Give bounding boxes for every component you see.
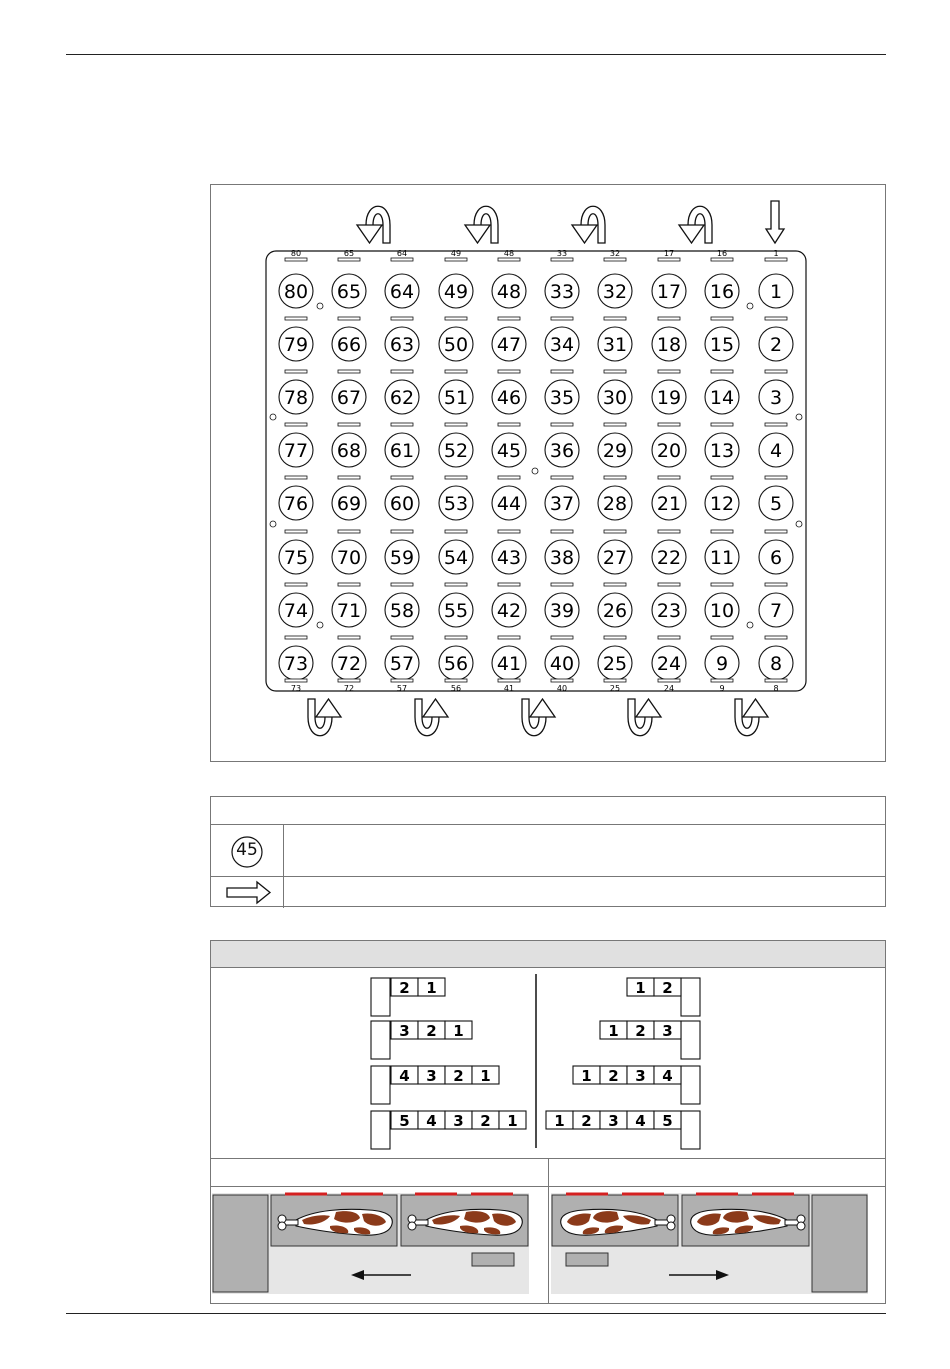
position-number: 63 [389,334,415,356]
u-turn-up-arrow [735,699,768,736]
slot-marker [285,423,307,426]
slot-marker [285,476,307,479]
left-sequence-number: 2 [480,1112,491,1130]
bottom-column-label: 25 [609,684,621,693]
position-number: 64 [389,281,415,303]
slot-marker [391,476,413,479]
position-number: 37 [549,493,575,515]
position-number: 5 [769,493,783,515]
slot-marker [604,530,626,533]
position-number: 77 [283,440,309,462]
bottom-slot-marker [658,679,680,682]
left-sequence-number: 1 [426,979,437,997]
position-number: 21 [656,493,682,515]
left-sequence-number: 3 [426,1067,437,1085]
position-number: 43 [496,547,522,569]
slot-marker [498,476,520,479]
bottom-slot-marker [285,679,307,682]
position-number: 22 [656,547,682,569]
slot-marker [551,370,573,373]
slot-marker [711,530,733,533]
slot-marker [338,476,360,479]
guide-hole [270,521,276,527]
right-sequence-number: 1 [581,1067,592,1085]
position-number: 33 [549,281,575,303]
footer-rule [66,1313,886,1314]
top-slot-marker [604,258,626,261]
bottom-slot-marker [338,679,360,682]
slot-marker [285,636,307,639]
bottom-column-label: 56 [450,684,462,693]
position-number: 60 [389,493,415,515]
position-number: 1 [769,281,783,303]
u-turn-up-arrow [522,699,555,736]
slot-marker [604,423,626,426]
slot-marker [285,583,307,586]
slot-marker [498,317,520,320]
left-sequence-number: 1 [453,1022,464,1040]
legend-position-number: 45 [236,840,258,860]
right-wall-block [681,978,700,1016]
position-number: 20 [656,440,682,462]
slot-marker [711,476,733,479]
right-wall-block [681,1066,700,1104]
left-sequence-number: 5 [399,1112,410,1130]
position-number: 36 [549,440,575,462]
position-number: 13 [709,440,735,462]
position-number: 79 [283,334,309,356]
position-number: 78 [283,387,309,409]
position-number: 17 [656,281,682,303]
position-number: 28 [602,493,628,515]
slot-marker [445,476,467,479]
position-number: 42 [496,600,522,622]
left-control-box [472,1253,514,1266]
slot-marker [711,370,733,373]
left-sequence-number: 3 [399,1022,410,1040]
position-number: 23 [656,600,682,622]
slot-marker [338,370,360,373]
left-sequence-number: 1 [480,1067,491,1085]
position-number: 74 [283,600,309,622]
loading-subheader-row [211,1158,885,1187]
right-sequence-number: 3 [635,1067,646,1085]
guide-hole [317,303,323,309]
slot-marker [658,423,680,426]
position-number: 41 [496,653,522,675]
left-wall-block [371,978,390,1016]
slot-marker [338,583,360,586]
slot-marker [658,583,680,586]
position-number: 6 [769,547,783,569]
legend-row-position [211,824,885,877]
legend-arrow-cell [211,877,284,908]
legend-table [210,796,886,907]
subheader-divider [548,1159,549,1186]
slot-marker [711,317,733,320]
guide-hole [270,414,276,420]
legend-symbol-cell [211,825,284,877]
slot-marker [445,530,467,533]
slot-marker [498,530,520,533]
right-sequence-number: 1 [554,1112,565,1130]
slot-marker [551,530,573,533]
u-turn-down-arrow [465,206,498,243]
position-number: 54 [443,547,469,569]
right-wall-block [681,1021,700,1059]
slot-marker [711,636,733,639]
bottom-slot-marker [711,679,733,682]
left-sequence-number: 3 [453,1112,464,1130]
left-wall-block [371,1111,390,1149]
slot-marker [658,370,680,373]
plate-diagram-frame [210,184,886,762]
slot-marker [285,317,307,320]
position-number: 19 [656,387,682,409]
position-number: 12 [709,493,735,515]
u-turn-up-arrow [628,699,661,736]
position-number: 40 [549,653,575,675]
slot-marker [498,423,520,426]
position-number: 48 [496,281,522,303]
right-sequence-number: 2 [662,979,673,997]
left-sequence-number: 4 [426,1112,437,1130]
u-turn-up-arrow [415,699,448,736]
slot-marker [391,636,413,639]
top-slot-marker [285,258,307,261]
slot-marker [604,636,626,639]
left-wall-block [371,1021,390,1059]
slot-marker [604,583,626,586]
top-slot-marker [338,258,360,261]
right-control-box [566,1253,608,1266]
position-number: 4 [769,440,783,462]
top-slot-marker [391,258,413,261]
loading-order-table [210,940,886,1304]
bottom-column-label: 40 [556,684,568,693]
position-number: 61 [389,440,415,462]
position-number: 9 [715,653,729,675]
slot-marker [498,636,520,639]
bottom-slot-marker [391,679,413,682]
slot-marker [445,317,467,320]
bottom-column-label: 24 [663,684,675,693]
position-number: 51 [443,387,469,409]
top-column-label: 64 [396,249,408,258]
position-number: 27 [602,547,628,569]
left-sequence-number: 1 [507,1112,518,1130]
position-number: 73 [283,653,309,675]
right-sequence-number: 3 [608,1112,619,1130]
position-number: 55 [443,600,469,622]
slot-marker [551,636,573,639]
top-slot-marker [711,258,733,261]
position-number: 11 [709,547,735,569]
right-end-wall [812,1195,867,1292]
slot-marker [445,583,467,586]
bottom-column-label: 72 [343,684,355,693]
slot-marker [765,530,787,533]
position-number: 66 [336,334,362,356]
top-slot-marker [658,258,680,261]
position-number: 32 [602,281,628,303]
position-number: 45 [496,440,522,462]
slot-marker [658,636,680,639]
slot-marker [658,317,680,320]
position-number: 18 [656,334,682,356]
bottom-column-label: 8 [773,684,779,693]
slot-marker [604,476,626,479]
slot-marker [551,317,573,320]
slot-marker [551,423,573,426]
position-number: 25 [602,653,628,675]
start-down-arrow [766,201,784,243]
top-column-label: 65 [343,249,355,258]
position-number: 15 [709,334,735,356]
position-number: 52 [443,440,469,462]
left-end-wall [213,1195,268,1292]
position-number: 50 [443,334,469,356]
bottom-slot-marker [604,679,626,682]
position-number: 24 [656,653,682,675]
position-number: 70 [336,547,362,569]
position-number: 47 [496,334,522,356]
position-number: 68 [336,440,362,462]
position-number: 56 [443,653,469,675]
top-slot-marker [498,258,520,261]
u-turn-down-arrow [679,206,712,243]
position-number: 3 [769,387,783,409]
position-number: 75 [283,547,309,569]
position-number: 57 [389,653,415,675]
right-sequence-number: 1 [635,979,646,997]
position-number: 30 [602,387,628,409]
right-sequence-number: 2 [635,1022,646,1040]
loading-table-header [211,941,885,968]
slot-marker [658,476,680,479]
bottom-column-label: 57 [396,684,408,693]
top-slot-marker [551,258,573,261]
bottom-column-label: 41 [503,684,515,693]
right-arrow-icon [211,877,283,908]
position-number: 38 [549,547,575,569]
right-sequence-number: 1 [608,1022,619,1040]
position-number: 72 [336,653,362,675]
position-number: 2 [769,334,783,356]
header-rule [66,54,886,55]
slot-marker [391,530,413,533]
top-column-label: 48 [503,249,515,258]
right-sequence-number: 4 [662,1067,673,1085]
position-number: 39 [549,600,575,622]
guide-hole [747,622,753,628]
position-number: 29 [602,440,628,462]
position-number: 69 [336,493,362,515]
position-number: 34 [549,334,575,356]
top-column-label: 1 [773,249,779,258]
bottom-slot-marker [445,679,467,682]
top-slot-marker [765,258,787,261]
bottom-column-label: 73 [290,684,302,693]
slot-marker [765,370,787,373]
slot-marker [391,583,413,586]
machine-illustrations [211,1186,885,1304]
slot-marker [765,636,787,639]
slot-marker [391,423,413,426]
slot-marker [338,636,360,639]
slot-marker [604,370,626,373]
guide-hole [747,303,753,309]
position-number: 80 [283,281,309,303]
position-number: 8 [769,653,783,675]
left-sequence-number: 2 [399,979,410,997]
slot-marker [391,317,413,320]
slot-marker [498,370,520,373]
slot-marker [391,370,413,373]
top-slot-marker [445,258,467,261]
slot-marker [285,530,307,533]
u-turn-up-arrow [308,699,341,736]
position-number: 62 [389,387,415,409]
slot-marker [765,583,787,586]
position-number: 35 [549,387,575,409]
position-number: 7 [769,600,783,622]
position-number: 76 [283,493,309,515]
top-column-label: 17 [663,249,675,258]
slot-marker [711,423,733,426]
loading-sequence-diagram [211,968,885,1158]
legend-row-direction [211,876,885,908]
plate-diagram [211,185,885,761]
position-number: 46 [496,387,522,409]
right-wall-block [681,1111,700,1149]
position-number: 67 [336,387,362,409]
guide-hole [532,468,538,474]
slot-marker [445,423,467,426]
slot-marker [658,530,680,533]
u-turn-down-arrow [572,206,605,243]
legend-header [211,797,885,824]
top-column-label: 49 [450,249,462,258]
top-column-label: 80 [290,249,302,258]
right-sequence-number: 2 [608,1067,619,1085]
slot-marker [338,530,360,533]
right-sequence-number: 4 [635,1112,646,1130]
guide-hole [796,521,802,527]
left-sequence-number: 2 [426,1022,437,1040]
slot-marker [551,476,573,479]
slot-marker [445,636,467,639]
slot-marker [765,476,787,479]
slot-marker [551,583,573,586]
slot-marker [338,423,360,426]
left-sequence-number: 4 [399,1067,410,1085]
right-sequence-number: 2 [581,1112,592,1130]
position-number: 59 [389,547,415,569]
slot-marker [498,583,520,586]
position-number: 49 [443,281,469,303]
slot-marker [604,317,626,320]
position-number: 58 [389,600,415,622]
position-number: 26 [602,600,628,622]
position-number: 16 [709,281,735,303]
right-sequence-number: 5 [662,1112,673,1130]
bottom-slot-marker [498,679,520,682]
left-wall-block [371,1066,390,1104]
slot-marker [285,370,307,373]
slot-marker [445,370,467,373]
right-sequence-number: 3 [662,1022,673,1040]
position-number: 10 [709,600,735,622]
slot-marker [765,317,787,320]
position-number: 44 [496,493,522,515]
bottom-slot-marker [551,679,573,682]
position-number: 71 [336,600,362,622]
position-number: 65 [336,281,362,303]
position-number: 31 [602,334,628,356]
guide-hole [317,622,323,628]
slot-marker [711,583,733,586]
slot-marker [765,423,787,426]
top-column-label: 33 [556,249,568,258]
slot-marker [338,317,360,320]
top-column-label: 32 [609,249,621,258]
bottom-column-label: 9 [719,684,725,693]
left-sequence-number: 2 [453,1067,464,1085]
position-number: 14 [709,387,735,409]
guide-hole [796,414,802,420]
bottom-slot-marker [765,679,787,682]
u-turn-down-arrow [357,206,390,243]
top-column-label: 16 [716,249,728,258]
position-number: 53 [443,493,469,515]
